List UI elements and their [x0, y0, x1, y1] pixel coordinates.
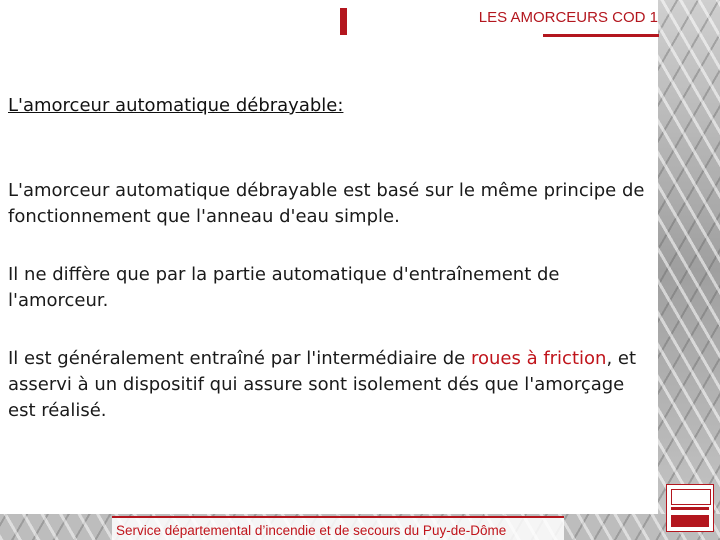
paragraph-3: [8, 346, 648, 424]
header-underline: [543, 34, 659, 37]
slide-heading: L'amorceur automatique débrayable:: [8, 95, 344, 116]
sdis-logo-icon: [666, 484, 714, 532]
slide-body: [8, 178, 648, 456]
logo-top-frame: [671, 489, 711, 505]
highlight-roues-a-friction: roues à friction: [470, 348, 607, 369]
header-accent-bar: [340, 8, 347, 35]
logo-bottom-block: [671, 515, 709, 527]
metal-plate-decoration: [658, 0, 720, 540]
paragraph-1: L'amorceur automatique débrayable est basé sur le même principe de fonctionnement que l'anneau d'eau simple.: [8, 180, 645, 227]
header-title: LES AMORCEURS COD 1: [478, 9, 658, 26]
paragraph-3-start: Il est généralement entraîné par l'intermédiaire de: [8, 348, 471, 369]
footer-text: Service départemental d’incendie et de secours du Puy-de-Dôme: [116, 523, 507, 538]
paragraph-3-end: , et asservi à un dispositif qui assure sont isolement dés que l'amorçage est réalisé.: [8, 348, 637, 421]
logo-middle-bar: [671, 507, 709, 510]
paragraph-2: Il ne diffère que par la partie automatique d'entraînement de l'amorceur.: [8, 264, 560, 311]
